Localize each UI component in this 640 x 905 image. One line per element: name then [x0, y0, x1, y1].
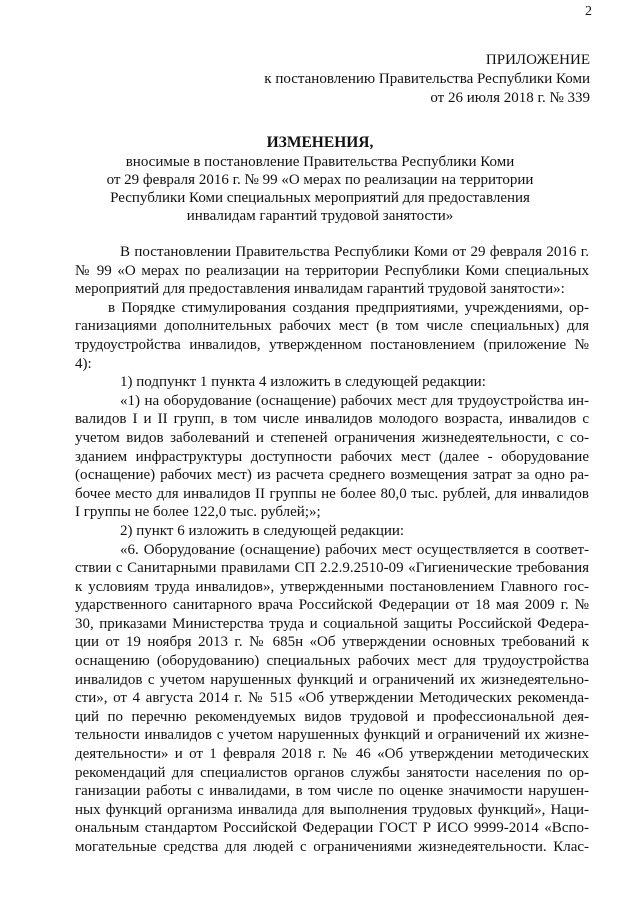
- body-line: рекомендаций для специалистов органов службы занятости населения по ор-: [75, 764, 589, 781]
- body-line: I группы не более 122,0 тыс. рублей;»;: [75, 504, 321, 521]
- body-line: (оснащение) рабочих мест) из расчета среднего возмещения затрат за одно ра-: [75, 467, 589, 484]
- appendix-date: от 26 июля 2018 г. № 339: [430, 90, 590, 106]
- body-line: 1) подпункт 1 пункта 4 изложить в следующей редакции:: [120, 374, 486, 391]
- title-line: от 29 февраля 2016 г. № 99 «О мерах по реализации на территории: [106, 172, 534, 188]
- body-line: бочее место для инвалидов II группы не более 80,0 тыс. рублей, для инвалидов: [75, 485, 589, 502]
- body-line: учетом видов заболеваний и степеней ограничения жизнедеятельности, с со-: [75, 429, 589, 446]
- body-line: ганизации работы с инвалидами, в том числе по оценке значимости нарушен-: [75, 783, 589, 800]
- body-line: мероприятий для предоставления инвалидам гарантий трудовой занятости»:: [75, 281, 565, 298]
- body-line: ствии с Санитарными правилами СП 2.2.9.2510-09 «Гигиенические требования: [75, 560, 589, 577]
- body-line: сти», от 4 августа 2014 г. № 515 «Об утверждении Методических рекоменда-: [75, 690, 589, 707]
- appendix-resolution: к постановлению Правительства Республики Коми: [264, 71, 590, 87]
- body-line: могательные средства для людей с ограничениями жизнедеятельности. Клас-: [75, 839, 589, 855]
- body-line: ций по перечню рекомендуемых видов трудовой и профессиональной дея-: [75, 708, 589, 725]
- document-title: [100, 134, 540, 225]
- body-line: инвалидов с учетом нарушенных функций и ограничений их жизнедеятельно-: [75, 671, 589, 688]
- body-line: к условиям труда инвалидов», утвержденными постановлением Главного гос-: [75, 578, 589, 595]
- body-text: [75, 243, 589, 857]
- body-line: 2) пункт 6 изложить в следующей редакции:: [120, 522, 405, 539]
- page-number: 2: [585, 4, 592, 19]
- body-line: ных функций организма инвалида для выполнения трудовых функций», Наци-: [75, 801, 589, 818]
- body-line: ганизациями дополнительных рабочих мест (в том числе специальных) для: [75, 318, 589, 335]
- title-line: Республики Коми специальных мероприятий для предоставления: [110, 190, 530, 206]
- body-line: деятельности» и от 1 февраля 2018 г. № 46 «Об утверждении методических: [75, 746, 589, 763]
- body-line: В постановлении Правительства Республики Коми от 29 февраля 2016 г.: [120, 244, 589, 260]
- body-line: тельности инвалидов с учетом нарушенных функций и ограничений их жизне-: [75, 727, 589, 744]
- body-line: в Порядке стимулирования создания предприятиями, учреждениями, ор-: [108, 299, 589, 316]
- body-line: № 99 «О мерах по реализации на территории Республики Коми специальных: [75, 262, 589, 279]
- title-heading: ИЗМЕНЕНИЯ,: [266, 134, 374, 151]
- body-line: ударственного санитарного врача Российской Федерации от 18 мая 2009 г. №: [75, 597, 589, 614]
- body-line: «1) на оборудование (оснащение) рабочих мест для трудоустройства ин-: [120, 392, 589, 409]
- body-line: валидов I и II групп, в том числе инвалидов молодого возраста, инвалидов с: [75, 411, 589, 428]
- title-line: инвалидам гарантий трудовой занятости»: [186, 208, 454, 224]
- body-line: трудоустройства инвалидов, утвержденном постановлением (приложение №: [75, 336, 589, 353]
- body-line: оснащению (оборудованию) специальных рабочих мест для трудоустройства: [75, 653, 589, 670]
- body-line: 4):: [75, 355, 92, 372]
- body-line: «6. Оборудование (оснащение) рабочих мест осуществляется в соответ-: [120, 541, 589, 558]
- appendix-header: [0, 51, 590, 108]
- body-line: ции от 19 ноября 2013 г. № 685н «Об утверждении основных требований к: [75, 634, 589, 651]
- body-line: зданием инфраструктуры доступности рабочих мест (далее - оборудование: [75, 448, 589, 465]
- body-line: 30, приказами Министерства труда и социальной защиты Российской Федера-: [75, 615, 589, 632]
- appendix-label: ПРИЛОЖЕНИЕ: [485, 52, 590, 68]
- title-line: вносимые в постановление Правительства Республики Коми: [125, 154, 515, 170]
- body-line: ональным стандартом Российской Федерации ГОСТ Р ИСО 9999-2014 «Вспо-: [75, 820, 589, 837]
